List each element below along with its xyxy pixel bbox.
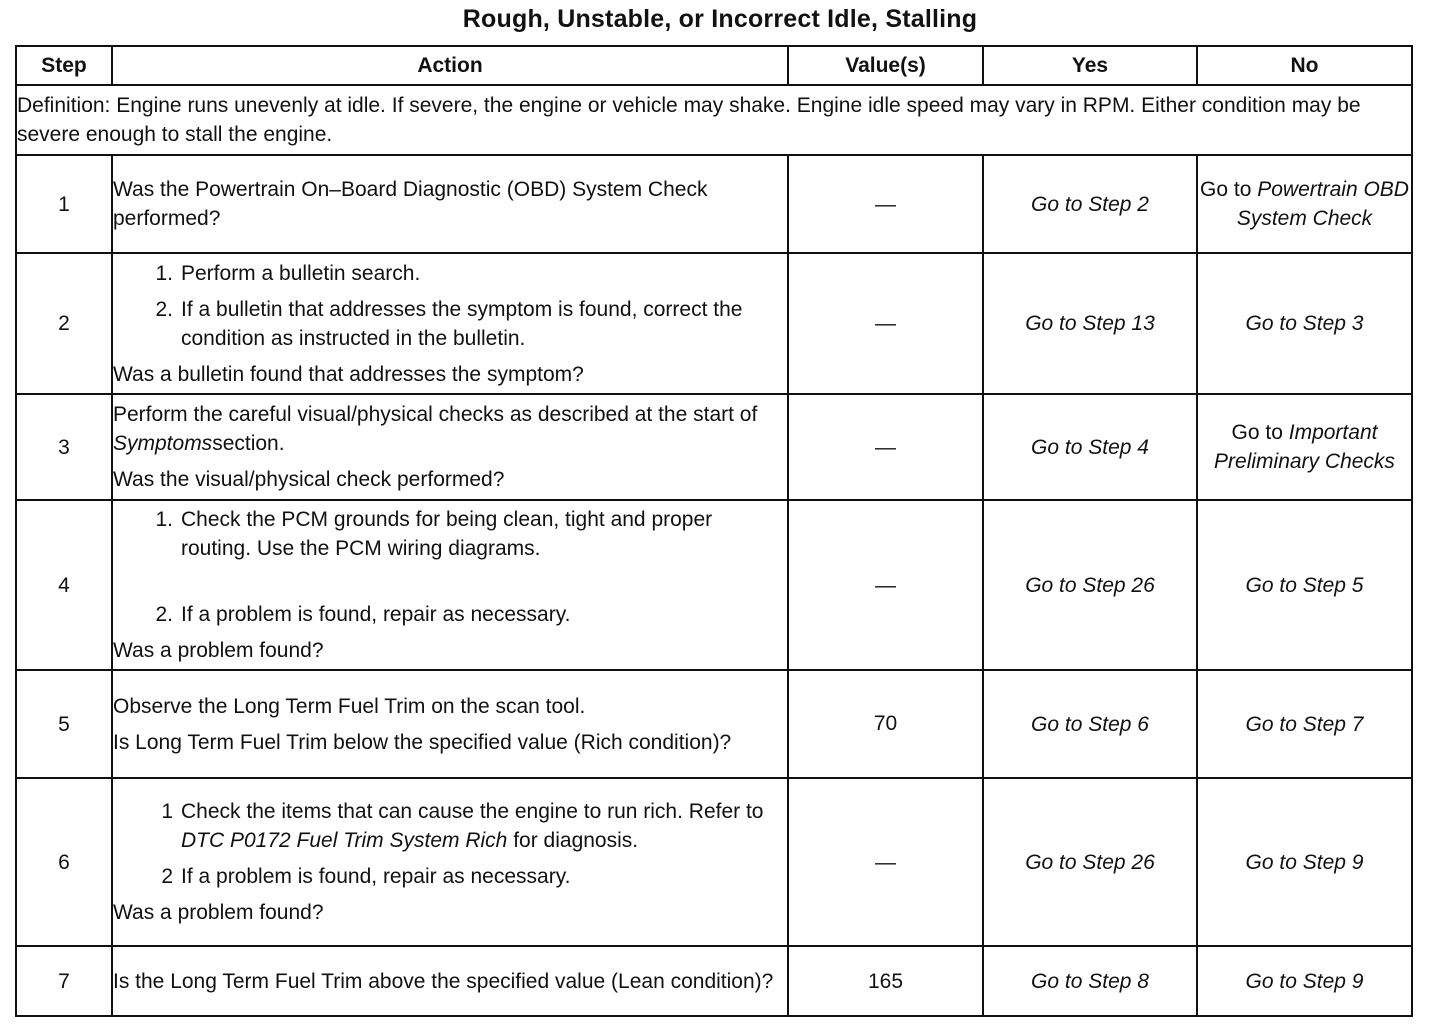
yes-cell: Go to Step 4 <box>983 394 1197 500</box>
yes-cell: Go to Step 26 <box>983 778 1197 946</box>
step-number: 1 <box>16 155 112 253</box>
action-cell <box>112 778 788 946</box>
step-number: 7 <box>16 946 112 1016</box>
list-number: 2. <box>155 603 173 626</box>
no-cell <box>1197 155 1412 253</box>
action-cell <box>112 500 788 670</box>
header-action: Action <box>112 46 788 85</box>
list-text-end: for diagnosis. <box>513 829 639 852</box>
action-cell <box>112 253 788 394</box>
step-number: 2 <box>16 253 112 394</box>
list-number: 1 <box>161 800 173 823</box>
no-cell: Go to Step 9 <box>1197 778 1412 946</box>
value-cell: — <box>788 500 983 670</box>
action-text: Was the Powertrain On–Board Diagnostic (OBD) System Check performed? <box>113 178 708 230</box>
list-text-start: Check the items that can cause the engine to run rich. Refer to <box>181 800 764 823</box>
header-row <box>16 46 1412 85</box>
list-text: Perform a bulletin search. <box>181 261 421 285</box>
list-text: Check the PCM grounds for being clean, tight and proper routing. Use the PCM wiring diagrams. <box>181 508 713 560</box>
diagnostic-table <box>15 45 1413 1017</box>
header-no: No <box>1197 46 1412 85</box>
value-cell: — <box>788 253 983 394</box>
list-item <box>113 295 787 353</box>
list-text <box>181 797 787 855</box>
table-row <box>16 778 1412 946</box>
no-link: Important Preliminary Checks <box>1214 421 1395 473</box>
table-row <box>16 500 1412 670</box>
yes-cell: Go to Step 8 <box>983 946 1197 1016</box>
list-text: If a bulletin that addresses the symptom is found, correct the condition as instructed in the bulletin. <box>181 297 743 350</box>
step-number: 3 <box>16 394 112 500</box>
no-cell: Go to Step 3 <box>1197 253 1412 394</box>
action-cell <box>112 155 788 253</box>
no-link: Powertrain OBD System Check <box>1236 178 1409 230</box>
header-values: Value(s) <box>788 46 983 85</box>
value-cell: 165 <box>788 946 983 1016</box>
action-cell <box>112 394 788 500</box>
list-item <box>113 862 787 891</box>
list-number: 2. <box>155 297 173 321</box>
dtc-reference: DTC P0172 Fuel Trim System Rich <box>181 829 508 852</box>
action-cell <box>112 670 788 778</box>
action-cell <box>112 946 788 1016</box>
value-cell: — <box>788 778 983 946</box>
no-prefix: Go to <box>1200 178 1252 201</box>
action-text-end: section. <box>212 432 285 455</box>
list-text: If a problem is found, repair as necessary. <box>181 865 571 888</box>
table-row <box>16 253 1412 394</box>
table-row <box>16 394 1412 500</box>
no-cell: Go to Step 7 <box>1197 670 1412 778</box>
list-item <box>113 600 787 629</box>
value-cell: 70 <box>788 670 983 778</box>
action-question: Was a problem found? <box>113 901 324 924</box>
table-row <box>16 946 1412 1016</box>
action-question: Was a problem found? <box>113 639 324 662</box>
step-number: 5 <box>16 670 112 778</box>
list-number: 1. <box>155 508 173 531</box>
list-item <box>113 505 787 563</box>
list-number: 1. <box>155 261 173 285</box>
action-question: Was the visual/physical check performed? <box>113 468 505 491</box>
no-cell <box>1197 394 1412 500</box>
value-cell: — <box>788 155 983 253</box>
page-title: Rough, Unstable, or Incorrect Idle, Stalling <box>462 5 978 33</box>
yes-cell: Go to Step 2 <box>983 155 1197 253</box>
table-row <box>16 670 1412 778</box>
no-prefix: Go to <box>1231 421 1283 444</box>
header-step: Step <box>16 46 112 85</box>
action-reference: Symptoms <box>113 432 213 455</box>
action-text-start: Perform the careful visual/physical checks as described at the start of <box>113 403 758 426</box>
list-text: If a problem is found, repair as necessary. <box>181 603 571 626</box>
yes-cell: Go to Step 26 <box>983 500 1197 670</box>
action-text: Observe the Long Term Fuel Trim on the scan tool. <box>113 694 586 718</box>
step-number: 4 <box>16 500 112 670</box>
no-cell: Go to Step 9 <box>1197 946 1412 1016</box>
value-cell: — <box>788 394 983 500</box>
table-row <box>16 155 1412 253</box>
action-text <box>113 400 787 458</box>
definition-text: Definition: Engine runs unevenly at idle. If severe, the engine or vehicle may shake. Engine idle speed may vary in RPM. Either condition may be severe enough to stall the engine. <box>16 85 1412 155</box>
yes-cell: Go to Step 13 <box>983 253 1197 394</box>
yes-cell: Go to Step 6 <box>983 670 1197 778</box>
list-number: 2 <box>161 865 173 888</box>
list-item <box>113 259 787 288</box>
action-question: Is Long Term Fuel Trim below the specified value (Rich condition)? <box>113 730 732 754</box>
action-text: Is the Long Term Fuel Trim above the specified value (Lean condition)? <box>113 969 774 993</box>
definition-row <box>16 85 1412 155</box>
header-yes: Yes <box>983 46 1197 85</box>
list-item <box>113 797 787 855</box>
step-number: 6 <box>16 778 112 946</box>
no-cell: Go to Step 5 <box>1197 500 1412 670</box>
action-question: Was a bulletin found that addresses the symptom? <box>113 362 584 386</box>
